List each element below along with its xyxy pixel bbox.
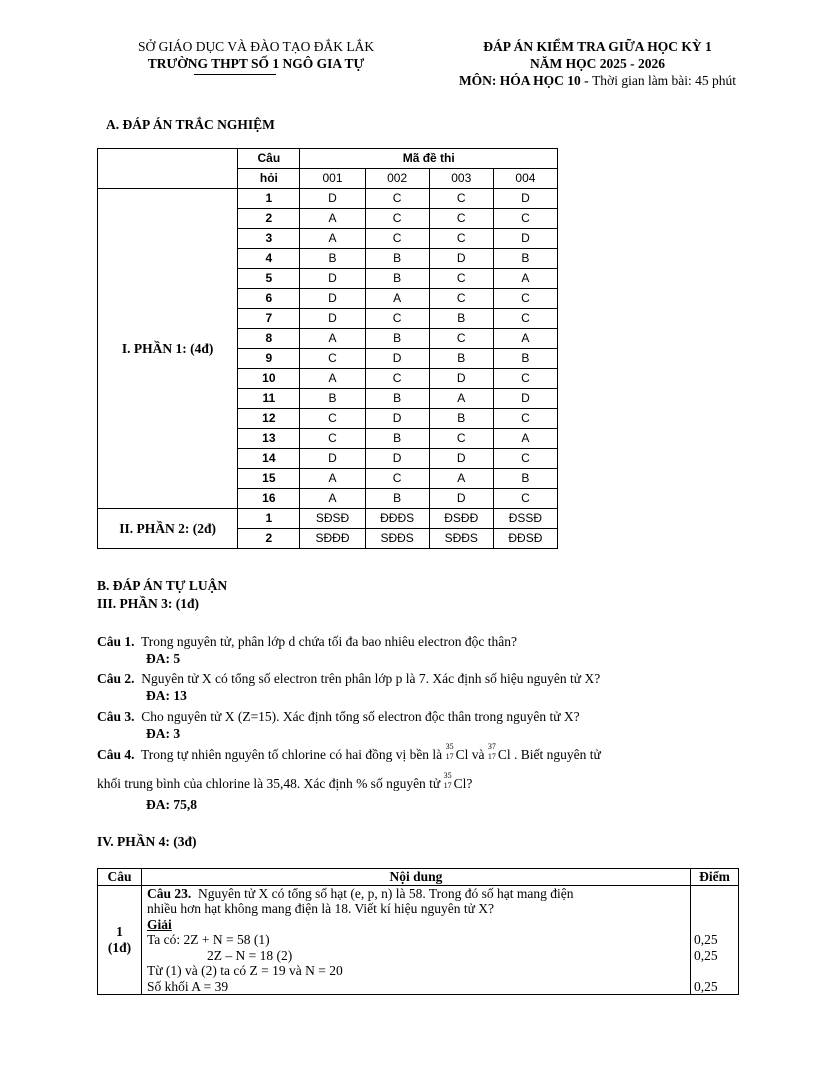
answer-cell: C <box>365 229 429 249</box>
department-name: SỞ GIÁO DỤC VÀ ĐÀO TẠO ĐẮK LẮK <box>137 39 375 54</box>
answer-cell: C <box>365 209 429 229</box>
question-number: 8 <box>238 329 300 349</box>
question-label: Câu 4. <box>97 747 135 762</box>
answer-cell: A <box>300 369 365 389</box>
answer-cell: A <box>493 429 557 449</box>
question-1 <box>97 633 517 650</box>
answer-cell: D <box>493 229 557 249</box>
question-number-cell <box>98 885 142 995</box>
answer-cell: B <box>429 309 493 329</box>
answer-cell: D <box>365 349 429 369</box>
question-text: Nguyên tử X có tổng số electron trên phân lớp p là 7. Xác định số hiệu nguyên tử X? <box>141 671 601 686</box>
answer-cell: D <box>300 449 365 469</box>
header-right <box>425 38 770 89</box>
answer-cell: A <box>300 329 365 349</box>
answer-cell: C <box>429 209 493 229</box>
part-label: II. PHẦN 2: (2đ) <box>98 509 238 549</box>
question-points: (1đ) <box>107 939 132 955</box>
header-question-cell: Câu <box>238 149 300 169</box>
answer-cell: C <box>300 409 365 429</box>
header-code: 001 <box>300 169 365 189</box>
question-number: 2 <box>238 529 300 549</box>
answer-cell: D <box>429 369 493 389</box>
time-limit: Thời gian làm bài: 45 phút <box>592 73 737 88</box>
question-text: Trong tự nhiên nguyên tố chlorine có hai đồng vị bền là <box>141 747 446 762</box>
answer-cell: C <box>365 189 429 209</box>
school-name: TRƯỜNG THPT SỐ 1 NGÔ GIA TỰ <box>147 56 365 71</box>
answer-cell: A <box>429 389 493 409</box>
subject-line <box>425 72 770 89</box>
answer-cell: B <box>365 429 429 449</box>
answer-cell: SĐSĐ <box>300 509 365 529</box>
isotope-cl35: 35 17 <box>443 771 452 790</box>
question-3 <box>97 708 580 725</box>
answer-cell: B <box>365 249 429 269</box>
question-number: 13 <box>238 429 300 449</box>
question-number: 1 <box>116 924 123 940</box>
subject: MÔN: HÓA HỌC 10 - <box>458 73 593 88</box>
answer-cell: B <box>365 389 429 409</box>
answer-1: ĐA: 5 <box>146 651 181 666</box>
question-number: 1 <box>238 509 300 529</box>
answer-cell: C <box>429 229 493 249</box>
answer-cell: A <box>365 289 429 309</box>
answer-cell: B <box>300 389 365 409</box>
answer-cell: C <box>365 469 429 489</box>
answer-cell: A <box>493 329 557 349</box>
answer-cell: A <box>300 209 365 229</box>
question-number: 15 <box>238 469 300 489</box>
question-number: 16 <box>238 489 300 509</box>
answer-cell: C <box>429 289 493 309</box>
question-number: 9 <box>238 349 300 369</box>
question-text: Cho nguyên tử X (Z=15). Xác định tổng số electron độc thân trong nguyên tử X? <box>141 709 580 724</box>
answer-cell: C <box>429 429 493 449</box>
answer-cell: C <box>300 429 365 449</box>
answer-cell: B <box>429 409 493 429</box>
question-2 <box>97 670 600 687</box>
answer-3: ĐA: 3 <box>146 726 181 741</box>
solution-line: Từ (1) và (2) ta có Z = 19 và N = 20 <box>146 963 343 978</box>
score-value: 0,25 <box>694 932 718 947</box>
header-code: 002 <box>365 169 429 189</box>
answer-cell: D <box>429 449 493 469</box>
score-cell <box>691 885 739 995</box>
question-number: 12 <box>238 409 300 429</box>
answer-cell: B <box>365 489 429 509</box>
answer-cell: D <box>300 309 365 329</box>
answer-cell: ĐSĐĐ <box>429 509 493 529</box>
question-number: 14 <box>238 449 300 469</box>
answer-cell: C <box>493 489 557 509</box>
header-content: Nội dung <box>141 869 690 886</box>
answer-cell: SĐĐS <box>429 529 493 549</box>
answer-cell: C <box>493 309 557 329</box>
question-number: 11 <box>238 389 300 409</box>
answer-4: ĐA: 75,8 <box>146 797 197 812</box>
question-number: 4 <box>238 249 300 269</box>
answer-cell: ĐSSĐ <box>493 509 557 529</box>
content-cell <box>141 885 690 995</box>
answer-cell: D <box>365 449 429 469</box>
school-year: NĂM HỌC 2025 - 2026 <box>530 56 665 71</box>
answer-cell: SĐĐĐ <box>300 529 365 549</box>
answer-cell: A <box>300 229 365 249</box>
answer-cell: D <box>493 189 557 209</box>
question-label: Câu 23. <box>146 885 192 901</box>
table-header-row <box>98 869 739 886</box>
header-codes-title: Mã đề thi <box>300 149 558 169</box>
answer-cell: ĐĐSĐ <box>493 529 557 549</box>
score-value: 0,25 <box>694 978 718 994</box>
solution-line: 2Z – N = 18 (2) <box>206 947 293 963</box>
answer-cell: C <box>300 349 365 369</box>
answer-cell: C <box>365 309 429 329</box>
question-label: Câu 3. <box>97 709 135 724</box>
answer-cell: B <box>493 469 557 489</box>
school-underline <box>194 74 276 75</box>
question-label: Câu 1. <box>97 634 135 649</box>
answer-cell: C <box>493 369 557 389</box>
table-row <box>98 189 558 209</box>
answer-cell: D <box>429 249 493 269</box>
document-title: ĐÁP ÁN KIỂM TRA GIỮA HỌC KỲ 1 <box>483 39 712 54</box>
answer-cell: C <box>493 409 557 429</box>
isotope-cl35: 35 17 <box>445 742 454 761</box>
solution-heading: Giải <box>146 916 172 932</box>
answer-cell: A <box>429 469 493 489</box>
answer-cell: C <box>493 209 557 229</box>
question-label: Câu 2. <box>97 671 135 686</box>
question-number: 2 <box>238 209 300 229</box>
part3-title: III. PHẦN 3: (1đ) <box>97 596 200 611</box>
header-code: 003 <box>429 169 493 189</box>
header-score: Điểm <box>691 869 739 886</box>
answer-cell: A <box>493 269 557 289</box>
question-number: 6 <box>238 289 300 309</box>
answer-cell: C <box>365 369 429 389</box>
question-text: Trong nguyên tử, phân lớp d chứa tối đa bao nhiêu electron độc thân? <box>141 634 517 649</box>
answer-cell: B <box>300 249 365 269</box>
question-4-line2: khối trung bình của chlorine là 35,48. Xác định % số nguyên tử 35 17 Cl? <box>97 771 473 791</box>
header-question: Câu <box>98 869 142 886</box>
question-number: 10 <box>238 369 300 389</box>
answer-cell: ĐĐĐS <box>365 509 429 529</box>
answer-2: ĐA: 13 <box>146 688 187 703</box>
question-4: Câu 4. Trong tự nhiên nguyên tố chlorine có hai đồng vị bền là 35 17 Cl và 37 17 Cl . Biết nguyên tử <box>97 742 601 762</box>
table-header-row <box>98 149 558 169</box>
answer-cell: D <box>493 389 557 409</box>
section-a-title: A. ĐÁP ÁN TRẮC NGHIỆM <box>106 117 275 132</box>
question-text: Nguyên tử X có tổng số hạt (e, p, n) là 58. Trong đó số hạt mang điện <box>197 885 574 901</box>
part4-title: IV. PHẦN 4: (3đ) <box>97 834 197 849</box>
answer-cell: A <box>300 489 365 509</box>
header-question-cell: hỏi <box>238 169 300 189</box>
header-code: 004 <box>493 169 557 189</box>
answer-cell: D <box>300 289 365 309</box>
answer-cell: C <box>429 189 493 209</box>
answer-cell: C <box>493 289 557 309</box>
header-left <box>96 38 416 72</box>
solution-line: Ta có: 2Z + N = 58 (1) <box>146 932 270 947</box>
header-empty-cell <box>98 149 238 189</box>
score-value: 0,25 <box>694 947 718 963</box>
answer-cell: C <box>493 449 557 469</box>
answer-cell: B <box>429 349 493 369</box>
part-label: I. PHẦN 1: (4đ) <box>98 189 238 509</box>
answer-cell: D <box>300 189 365 209</box>
answer-cell: B <box>493 349 557 369</box>
answer-cell: D <box>365 409 429 429</box>
question-text: nhiều hơn hạt không mang điện là 18. Viết kí hiệu nguyên tử X? <box>146 901 495 916</box>
multiple-choice-answer-table <box>97 148 558 549</box>
answer-cell: C <box>429 269 493 289</box>
isotope-cl37: 37 17 <box>487 742 496 761</box>
answer-cell: SĐĐS <box>365 529 429 549</box>
section-b-title: B. ĐÁP ÁN TỰ LUẬN <box>97 578 228 593</box>
table-row <box>98 509 558 529</box>
answer-cell: C <box>429 329 493 349</box>
solution-line: Số khối A = 39 <box>146 978 229 994</box>
answer-cell: B <box>365 269 429 289</box>
answer-cell: B <box>493 249 557 269</box>
answer-cell: B <box>365 329 429 349</box>
essay-answer-table <box>97 868 739 995</box>
question-number: 7 <box>238 309 300 329</box>
question-number: 1 <box>238 189 300 209</box>
answer-cell: D <box>300 269 365 289</box>
question-number: 5 <box>238 269 300 289</box>
question-number: 3 <box>238 229 300 249</box>
answer-cell: D <box>429 489 493 509</box>
table-row <box>98 885 739 995</box>
answer-cell: A <box>300 469 365 489</box>
